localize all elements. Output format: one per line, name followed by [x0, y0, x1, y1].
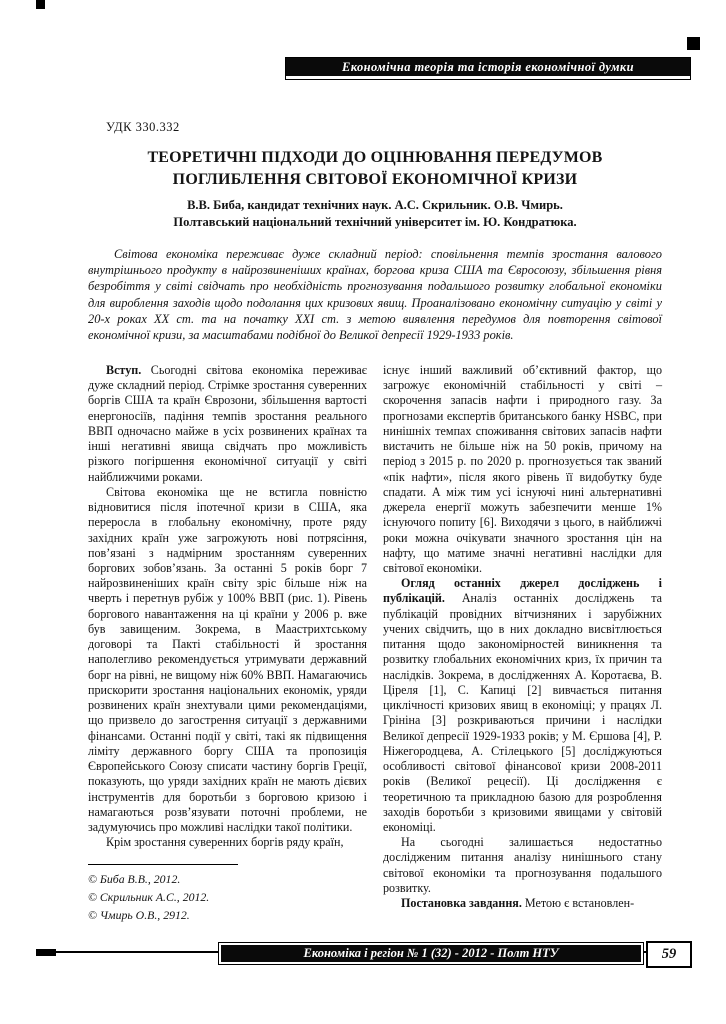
- footnote-rule: [88, 864, 238, 865]
- two-column-body: [88, 363, 662, 925]
- paragraph-text: існує інший важливий об’єктивний фактор, що загрожує економічній стабільності у світі – скорочення запасів нафти і природного газу. За прогнозами експертів британського банку HSBC, при нинішніх темпах споживання світових запасів нафти вистачить не більше ніж на 50 років, причому на період з 2015 р. по 2020 р. прогнозується так званий «пік нафти», після якого рівень її видобутку буде спадати. А між тим усі існуючі нині альтернативні джерела енергії можуть забезпечити менше 1% існуючого попиту [6]. Виходячи з цього, в найближчі роки можна очікувати значного зростання цін на нафту, що матиме значні негативні наслідки для світової економіки.: [383, 362, 662, 575]
- footnotes: [88, 864, 367, 924]
- left-column: [88, 363, 367, 925]
- paragraph-text: Крім зростання суверенних боргів ряду країн,: [106, 835, 344, 850]
- print-mark-top-right: [687, 37, 700, 50]
- copyright-note: © Биба В.В., 2012.: [88, 872, 181, 887]
- article-title-line1: ТЕОРЕТИЧНІ ПІДХОДИ ДО ОЦІНЮВАННЯ ПЕРЕДУМОВ: [147, 149, 603, 166]
- page-number-box: [646, 941, 692, 968]
- paragraph-intro: [88, 363, 367, 485]
- paragraph-text: Сьогодні світова економіка переживає дуже складний період. Стрімке зростання суверенних боргів США та країн Єврозони, збільшення вартості енергоносіїв, падіння темпів зростання реального ВВП одночасно майже в усіх розвинених країнах та інші негативні явища свідчать про можливість різкого погіршення економічної ситуації у світі найближчими роками.: [88, 362, 367, 484]
- paragraph-task-statement: [383, 896, 662, 911]
- copyright-note: © Скрильник А.С., 2012.: [88, 890, 210, 905]
- right-column: [383, 363, 662, 925]
- paragraph: [88, 485, 367, 835]
- paragraph-lead: Постановка завдання.: [401, 896, 522, 911]
- paragraph: [383, 835, 662, 896]
- article-title-line2: ПОГЛИБЛЕННЯ СВІТОВОЇ ЕКОНОМІЧНОЇ КРИЗИ: [172, 170, 578, 188]
- article-authors: В.В. Биба, кандидат технічних наук. А.С. Скрильник. О.В. Чмирь.: [187, 198, 563, 213]
- journal-info-bar: [218, 942, 644, 965]
- print-mark-top-left: [36, 0, 45, 9]
- paragraph-continuation: [383, 363, 662, 576]
- page-footer: [36, 941, 692, 967]
- paragraph-sources-review: [383, 576, 662, 835]
- paragraph-text: Метою є встановлен-: [524, 896, 635, 911]
- paragraph: [88, 835, 367, 850]
- journal-info: Економіка і регіон № 1 (32) - 2012 - Полт НТУ: [303, 946, 559, 960]
- udc-number: УДК 330.332: [106, 120, 180, 134]
- article-abstract: Світова економіка переживає дуже складний період: сповільнення темпів зростання валового внутрішнього продукту в найрозвиненіших країнах, боргова криза США та Євросоюзу, збільшення рівня безробіття у світі свідчать про необхідність прогнозування подальшого розвитку глобальної економіки для вироблення заходів щодо подолання цих кризових явищ. Проаналізовано економічну ситуацію у світі у 20-х роках XX ст. та на початку XXI ст. з метою виявлення передумов для повторення світової економічної кризи, за масштабами подібної до Великої депресії 1929-1933 років.: [88, 247, 662, 342]
- article-content: [88, 120, 662, 925]
- page-number: 59: [661, 946, 677, 962]
- article-title: [88, 147, 662, 190]
- paragraph-lead: Вступ.: [106, 362, 142, 377]
- section-header-bar: [285, 57, 691, 80]
- paragraph-text: На сьогодні залишається недостатньо дослідженим питання аналізу нинішнього стану світової економіки та прогнозування подальшого розвитку.: [383, 835, 662, 895]
- paragraph-text: Світова економіка ще не встигла повністю відновитися після іпотечної кризи в США, яка переросла в глобальну економічну, проте ряду західних країн уже загрожують нові потрясіння, пов’язані з надмірним зростанням суверенних боргових зобов’язань. За останні 5 років борг 7 найрозвиненіших країн світу зріс більше ніж на чверть і перетнув рубіж у 100% ВВП (рис. 1). Рівень боргового навантаження на ці країни у 2006 р. вже був завищеним. Зокрема, в Маастрихтському договорі та Пакті стабільності й зростання наполегливо рекомендується утримувати державний борг на рівні, не вищому ніж 60% ВВП. Намагаючись прискорити зростання національних економік, уряди розвинених країн знехтували цими рекомендаціями, що призвело до загострення ситуації з державними фінансами. Останні події у світі, такі як підвищення ліміту державного боргу США та пропозиція Європейського Союзу списати частину боргів Греції, показують, що уряди західних країн не мають дієвих інструментів для боротьби з борговою кризою і намагаються розв’язувати поточні проблеми, не задумуючись про можливі наслідки такої політики.: [88, 484, 367, 834]
- article-affiliation: Полтавський національний технічний університет ім. Ю. Кондратюка.: [173, 215, 577, 230]
- section-title: Економічна теорія та історія економічної думки: [341, 60, 635, 74]
- paragraph-text: Аналіз останніх досліджень та публікацій провідних вітчизняних і зарубіжних учених свідчить, що в них докладно висвітлюється питання щодо закономірностей виникнення та розвитку глобальних економічних криз, їх причин та наслідків. Зокрема, в дослідженнях А. Коротаєва, В. Ціреля [1], С. Капиці [2] вивчається питання циклічності кризових явищ в економіці; у працях Л. Грініна [3] розкриваються причини і наслідки Великої депресії 1929-1933 років; у М. Єршова [4], Р. Ніжегородцева, А. Стілецького [5] досліджуються особливості світової фінансової кризи 2008-2011 років (Великої рецесії). Ці дослідження є теоретичною та прикладною базою для розроблення заходів боротьби з кризовими явищами у світовій економіці.: [383, 591, 662, 834]
- copyright-note: © Чмирь О.В., 2912.: [88, 907, 190, 922]
- paragraph-lead: Огляд останніх джерел досліджень і публікацій.: [383, 576, 662, 606]
